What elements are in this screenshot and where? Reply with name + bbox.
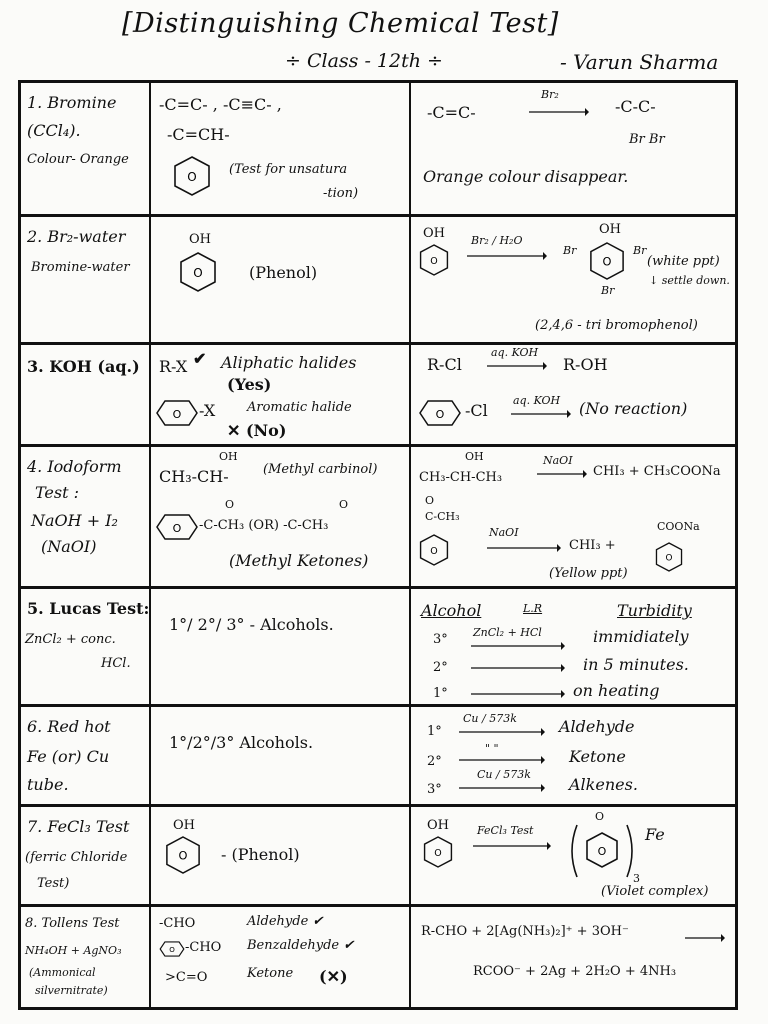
test-description: (Test for unsatura — [229, 162, 348, 177]
alcohol-degree: 2° — [433, 660, 448, 675]
arrow-right-icon — [467, 251, 547, 261]
test-reagent: ZnCl₂ + conc. — [25, 632, 116, 647]
reaction-equation: R-CHO + 2[Ag(NH₃)₂]⁺ + 3OH⁻ — [421, 924, 629, 939]
compound-formula: -CHO — [185, 940, 222, 955]
arrow-right-icon — [529, 107, 589, 117]
observation: Orange colour disappear. — [423, 167, 629, 186]
benzene-ring-icon — [155, 513, 199, 541]
reagent-label: FeCl₃ Test — [477, 824, 534, 837]
test-name: 3. KOH (aq.) — [27, 357, 140, 376]
compound-name: (Methyl Ketones) — [229, 551, 369, 570]
table-row — [21, 907, 735, 1007]
test-name-cell — [21, 589, 151, 704]
compound-type: Ketone — [247, 966, 294, 981]
compound-type: Aromatic halide — [247, 400, 352, 415]
arrow-right-icon — [487, 361, 547, 371]
alcohol-degree: 3° — [427, 782, 442, 797]
svg-text:O: O — [187, 170, 197, 184]
test-reagent: Fe (or) Cu — [27, 747, 110, 766]
compound-type: Aldehyde ✔ — [247, 914, 324, 929]
reagent-label: Cu / 573k — [463, 712, 517, 725]
carbonyl-oxygen: O — [425, 494, 435, 507]
test-name: 6. Red hot — [27, 717, 111, 736]
svg-text:O: O — [172, 408, 182, 421]
benzene-ring-icon — [655, 541, 683, 573]
compound-cell — [151, 83, 411, 214]
compound-type: 1°/2°/3° Alcohols. — [169, 733, 314, 752]
compound-formula: >C=O — [165, 970, 208, 985]
result-no: ✕ (No) — [227, 421, 287, 440]
test-reagent: (ferric Chloride — [25, 850, 128, 865]
arrow-right-icon — [487, 543, 561, 553]
arrow-right-icon — [537, 469, 587, 479]
product-substituents: Br Br — [629, 132, 665, 147]
substituent: -Cl — [465, 401, 488, 420]
test-reagent: (Ammonical — [29, 966, 96, 979]
test-reagent: (CCl₄). — [27, 121, 81, 140]
benzene-ring-icon — [417, 399, 463, 427]
svg-text:O: O — [602, 254, 612, 269]
benzene-ring-icon — [155, 399, 199, 427]
test-name-cell — [21, 83, 151, 214]
substituent: OH — [189, 232, 211, 247]
compound-cell — [151, 217, 411, 342]
compound-cell — [151, 589, 411, 704]
substituent: OH — [465, 450, 484, 463]
compound-cell — [151, 447, 411, 586]
reaction-products: RCOO⁻ + 2Ag + 2H₂O + 4NH₃ — [473, 964, 677, 979]
compound-formula: -C=C- , -C≡C- , — [159, 95, 282, 114]
test-reagent: silvernitrate) — [35, 984, 108, 997]
svg-text:O: O — [172, 522, 182, 535]
compound-formula: R-X — [159, 357, 188, 376]
compound-formula: -C=CH- — [167, 125, 230, 144]
product: Ketone — [569, 747, 626, 766]
alcohol-degree: 2° — [427, 754, 442, 769]
observation: (white ppt) — [647, 254, 720, 269]
carbonyl-oxygen: O — [339, 498, 349, 511]
svg-text:O: O — [430, 255, 438, 267]
test-reagent: Test) — [37, 876, 70, 891]
test-name-cell — [21, 807, 151, 904]
observation: immidiately — [593, 627, 689, 646]
arrow-right-icon — [471, 689, 565, 699]
product-name: (2,4,6 - tri bromophenol) — [535, 318, 698, 333]
svg-text:O: O — [169, 944, 175, 954]
compound-cell — [151, 345, 411, 444]
observation: (No reaction) — [579, 399, 688, 418]
substituent: -X — [199, 401, 216, 420]
reagent-label: Cu / 573k — [477, 768, 531, 781]
test-name: 5. Lucas Test: — [27, 599, 150, 618]
observation: in 5 minutes. — [583, 655, 689, 674]
test-name-cell — [21, 907, 151, 1007]
svg-text:O: O — [178, 848, 188, 863]
compound-formula: -CHO — [159, 916, 196, 931]
benzene-ring-icon — [419, 533, 449, 567]
alcohol-degree: 1° — [427, 724, 442, 739]
reagent-label: Br₂ — [541, 88, 559, 101]
compound-formula: CH₃-CH- — [159, 467, 229, 486]
compound-type: Benzaldehyde ✔ — [247, 938, 355, 953]
alcohol-degree: 3° — [433, 632, 448, 647]
observation: (Yellow ppt) — [549, 566, 628, 581]
compound-name: - (Phenol) — [221, 845, 300, 864]
observation-cell — [411, 217, 735, 342]
observation-cell — [411, 83, 735, 214]
compound-cell — [151, 707, 411, 804]
metal-symbol: Fe — [645, 825, 665, 844]
reactant: R-Cl — [427, 355, 462, 374]
benzene-ring-icon — [179, 251, 217, 293]
arrow-right-icon — [473, 841, 551, 851]
product: CHI₃ + — [569, 538, 616, 553]
table-row — [21, 589, 735, 707]
substituent: O — [595, 810, 605, 823]
test-reagent: HCl. — [101, 656, 131, 671]
observation-cell — [411, 589, 735, 704]
arrow-right-icon — [511, 409, 571, 419]
column-heading: Turbidity — [617, 601, 692, 620]
benzene-ring-icon — [165, 835, 201, 875]
benzene-ring-icon — [589, 241, 625, 281]
test-name: 8. Tollens Test — [25, 916, 120, 931]
svg-text:O: O — [434, 847, 442, 859]
test-reagent: (NaOI) — [41, 537, 97, 556]
substituent: Br — [563, 244, 577, 257]
test-name: Test : — [35, 483, 80, 502]
substituent: OH — [599, 222, 621, 237]
reactant: CH₃-CH-CH₃ — [419, 470, 503, 485]
compound-cell — [151, 907, 411, 1007]
compound-type: 1°/ 2°/ 3° - Alcohols. — [169, 615, 334, 634]
substituent: OH — [423, 226, 445, 241]
result-yes: (Yes) — [227, 375, 272, 394]
arrow-right-icon — [471, 641, 565, 651]
reagent-label: aq. KOH — [513, 394, 561, 407]
table-row — [21, 707, 735, 807]
test-name-cell — [21, 345, 151, 444]
reagent-label: NaOI — [543, 454, 573, 467]
substituent: Br — [633, 244, 647, 257]
substituent: OH — [173, 818, 195, 833]
observation: ↓ settle down. — [649, 274, 730, 287]
page-title: [Distinguishing Chemical Test] — [122, 8, 559, 39]
arrow-right-icon — [685, 933, 725, 943]
test-reagent: tube. — [27, 775, 69, 794]
product: Alkenes. — [569, 775, 638, 794]
substituent: Br — [601, 284, 615, 297]
column-heading: Alcohol — [421, 601, 482, 620]
test-name-cell — [21, 217, 151, 342]
product: R-OH — [563, 355, 608, 374]
author-signature: - Varun Sharma — [560, 50, 719, 74]
substituent: OH — [427, 818, 449, 833]
svg-text:O: O — [597, 845, 607, 858]
benzene-ring-icon — [159, 939, 185, 959]
reactant: -C=C- — [427, 103, 476, 122]
compound-name: (Methyl carbinol) — [263, 462, 378, 477]
benzene-ring-icon — [423, 835, 453, 869]
observation-cell — [411, 907, 735, 1007]
observation-cell — [411, 345, 735, 444]
compound-name: (Phenol) — [249, 263, 318, 282]
subscript: 3 — [633, 872, 640, 885]
class-subtitle: ÷ Class - 12th ÷ — [285, 50, 443, 72]
observation-cell — [411, 447, 735, 586]
table-row — [21, 447, 735, 589]
substituent: OH — [219, 450, 238, 463]
test-name-cell — [21, 447, 151, 586]
benzene-ring-icon — [419, 243, 449, 277]
reagent-label: " " — [485, 742, 499, 755]
test-name: 1. Bromine — [27, 93, 117, 112]
arrow-right-icon — [459, 783, 545, 793]
svg-text:O: O — [430, 545, 438, 557]
product: Aldehyde — [559, 717, 635, 736]
observation: (Violet complex) — [601, 884, 709, 899]
reagent-label: ZnCl₂ + HCl — [473, 626, 542, 639]
observation-cell — [411, 807, 735, 904]
svg-text:O: O — [665, 553, 673, 564]
test-reagent: Bromine-water — [31, 260, 130, 275]
reagent-label: aq. KOH — [491, 346, 539, 359]
test-note: Colour- Orange — [27, 152, 129, 167]
chemical-test-table — [18, 80, 738, 1010]
table-row — [21, 807, 735, 907]
table-row — [21, 345, 735, 447]
product: -C-C- — [615, 97, 656, 116]
test-reagent: NH₄OH + AgNO₃ — [25, 944, 122, 957]
compound-formula: -C-CH₃ (OR) -C-CH₃ — [199, 518, 329, 533]
carbonyl-oxygen: O — [225, 498, 235, 511]
test-name: 7. FeCl₃ Test — [27, 817, 130, 836]
svg-text:O: O — [193, 266, 203, 280]
arrow-right-icon — [459, 727, 545, 737]
benzene-ring-icon — [173, 155, 211, 197]
table-row — [21, 83, 735, 217]
observation: on heating — [573, 681, 660, 700]
test-name-cell — [21, 707, 151, 804]
compound-type: Aliphatic halides — [221, 353, 357, 372]
column-heading: L.R — [523, 602, 543, 615]
arrow-right-icon — [471, 663, 565, 673]
compound-cell — [151, 807, 411, 904]
bracket-complex-icon — [567, 821, 637, 881]
substituent: C-CH₃ — [425, 510, 460, 523]
check-icon: ✔ — [193, 349, 207, 368]
alcohol-degree: 1° — [433, 686, 448, 701]
substituent: COONa — [657, 520, 700, 533]
product: CHI₃ + CH₃COONa — [593, 464, 721, 479]
test-reagent: NaOH + I₂ — [31, 511, 118, 530]
reagent-label: Br₂ / H₂O — [471, 234, 523, 247]
result-no: (✕) — [319, 967, 348, 986]
reagent-label: NaOI — [489, 526, 519, 539]
test-description: -tion) — [323, 186, 359, 201]
table-row — [21, 217, 735, 345]
observation-cell — [411, 707, 735, 804]
svg-text:O: O — [435, 408, 445, 421]
arrow-right-icon — [459, 755, 545, 765]
test-name: 2. Br₂-water — [27, 227, 126, 246]
test-name: 4. Iodoform — [27, 457, 122, 476]
